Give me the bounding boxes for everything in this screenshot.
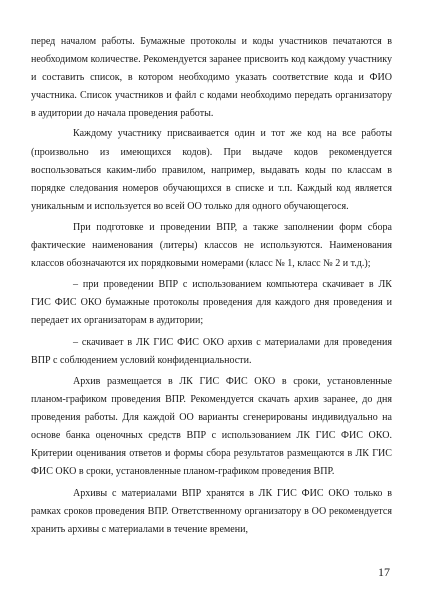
paragraph-2: Каждому участнику присваивается один и тот же код на все работы (произвольно из имеющихся кодов). При выдаче кодов рекомендуется воспользоваться каким-либо правилом, например, выдавать коды по классам в порядке следования номеров обучающихся в списке и т.п. Каждый код является уникальным и используется во всей ОО только для одного обучающегося. xyxy=(31,128,392,212)
paragraph-7: Архивы с материалами ВПР хранятся в ЛК ГИС ФИС ОКО только в рамках сроков проведения ВПР. Ответственному организатору в ОО рекомендуется хранить архивы с материалами в течение времени, xyxy=(31,488,392,536)
page-number: 17 xyxy=(378,565,390,579)
page-body xyxy=(31,33,392,540)
paragraph-6: Архив размещается в ЛК ГИС ФИС ОКО в сроки, установленные планом-графиком проведения ВПР. Рекомендуется скачать архив заранее, до дня проведения работы. Для каждой ОО варианты сгенерированы индивидуально на основе банка оценочных средств ВПР с использованием ЛК ГИС ФИС ОКО. Критерии оценивания ответов и формы сбора результатов размещаются в ЛК ГИС ФИС ОКО в сроки, установленные планом-графиком проведения ВПР. xyxy=(31,375,392,478)
paragraph-4: – при проведении ВПР с использованием компьютера скачивает в ЛК ГИС ФИС ОКО бумажные протоколы проведения для каждого дня проведения и передает их организаторам в аудитории; xyxy=(31,279,392,327)
paragraph-1: перед началом работы. Бумажные протоколы и коды участников печатаются в необходимом количестве. Рекомендуется заранее присвоить код каждому участнику и составить список, в котором необходимо указать соответствие кода и ФИО участника. Список участников и файл с кодами необходимо передать организатору в аудитории до начала проведения работы. xyxy=(31,36,392,120)
paragraph-5: – скачивает в ЛК ГИС ФИС ОКО архив с материалами для проведения ВПР с соблюдением условий конфиденциальности. xyxy=(31,336,392,366)
paragraph-3: При подготовке и проведении ВПР, а также заполнении форм сбора фактические наименования (литеры) классов не используются. Наименования классов обозначаются их порядковыми номерами (класс № 1, класс № 2 и т.д.); xyxy=(31,221,392,270)
